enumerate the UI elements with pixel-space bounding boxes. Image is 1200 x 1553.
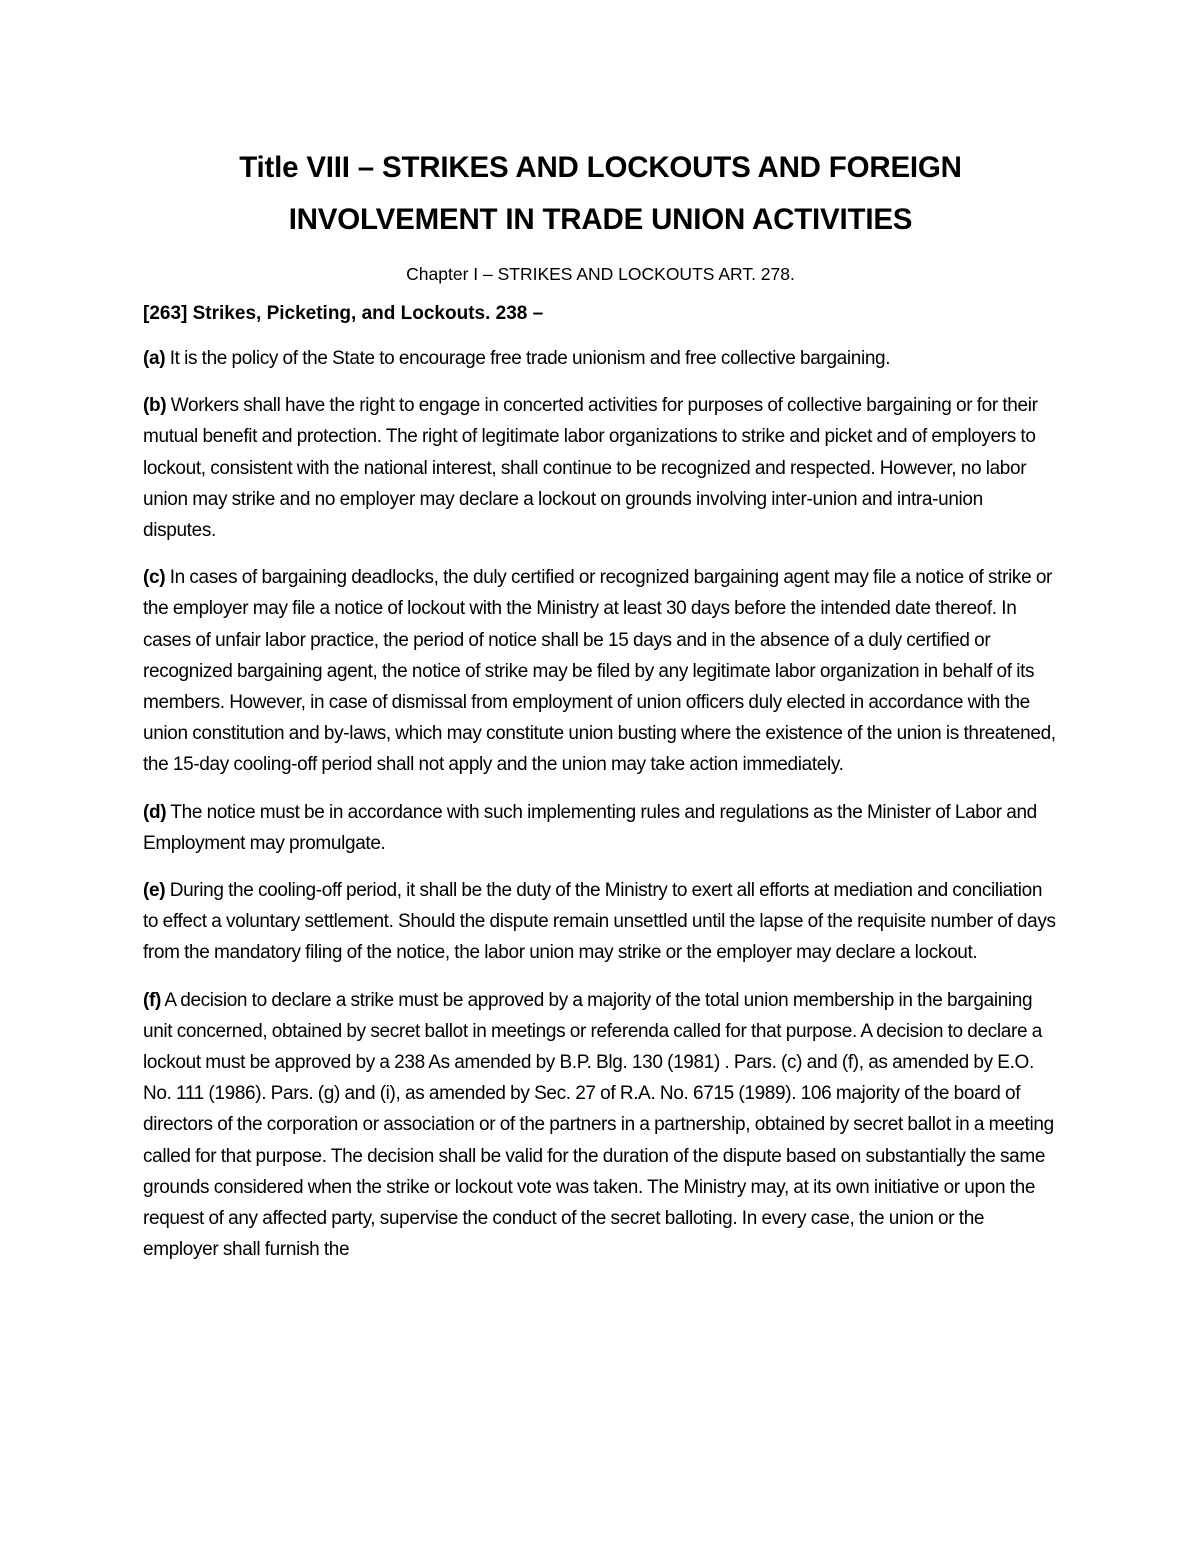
paragraph-marker: (e) [143, 880, 166, 902]
section-heading: [263] Strikes, Picketing, and Lockouts. 238 – [143, 303, 544, 324]
document-title [143, 142, 1058, 246]
paragraph-marker: (d) [143, 801, 167, 823]
document-body [143, 142, 1058, 1265]
chapter-heading: Chapter I – STRIKES AND LOCKOUTS ART. 278. [406, 264, 795, 284]
paragraph-d [143, 797, 1058, 859]
paragraph-e [143, 875, 1058, 969]
paragraph-text: The notice must be in accordance with such implementing rules and regulations as the Minister of Labor and Employment may promulgate. [143, 801, 1037, 854]
paragraph-b [143, 390, 1058, 546]
paragraph-f [143, 985, 1058, 1266]
paragraph-marker: (f) [143, 989, 161, 1011]
paragraph-marker: (b) [143, 395, 167, 417]
paragraph-c [143, 562, 1058, 780]
paragraph-marker: (c) [143, 567, 166, 589]
paragraph-text: In cases of bargaining deadlocks, the duly certified or recognized bargaining agent may file a notice of strike or the employer may file a notice of lockout with the Ministry at least 30 days before the intended date thereof. In cases of unfair labor practice, the period of notice shall be 15 days and in the absence of a duly certified or recognized bargaining agent, the notice of strike may be filed by any legitimate labor organization in behalf of its members. However, in case of dismissal from employment of union officers duly elected in accordance with the union constitution and by-laws, which may constitute union busting where the existence of the union is threatened, the 15-day cooling-off period shall not apply and the union may take action immediately. [143, 567, 1056, 776]
paragraph-text: Workers shall have the right to engage in concerted activities for purposes of collective bargaining or for their mutual benefit and protection. The right of legitimate labor organizations to strike and picket and of employers to lockout, consistent with the national interest, shall continue to be recognized and respected. However, no labor union may strike and no employer may declare a lockout on grounds involving inter-union and intra-union disputes. [143, 395, 1038, 542]
paragraph-marker: (a) [143, 348, 166, 369]
paragraph-a [143, 343, 1058, 374]
paragraph-text: A decision to declare a strike must be approved by a majority of the total union membership in the bargaining unit concerned, obtained by secret ballot in meetings or referenda called for that purpose. A decision to declare a lockout must be approved by a 238 As amended by B.P. Blg. 130 (1981) . Pars. (c) and (f), as amended by E.O. No. 111 (1986). Pars. (g) and (i), as amended by Sec. 27 of R.A. No. 6715 (1989). 106 majority of the board of directors of the corporation or association or of the partners in a partnership, obtained by secret ballot in a meeting called for that purpose. The decision shall be valid for the duration of the dispute based on substantially the same grounds considered when the strike or lockout vote was taken. The Ministry may, at its own initiative or upon the request of any affected party, supervise the conduct of the secret balloting. In every case, the union or the employer shall furnish the [143, 989, 1054, 1261]
paragraph-text: During the cooling-off period, it shall be the duty of the Ministry to exert all efforts at mediation and conciliation to effect a voluntary settlement. Should the dispute remain unsettled until the lapse of the requisite number of days from the mandatory filing of the notice, the labor union may strike or the employer may declare a lockout. [143, 880, 1056, 964]
paragraph-text: It is the policy of the State to encourage free trade unionism and free collective bargaining. [165, 348, 891, 369]
title-line-1: Title VIII – STRIKES AND LOCKOUTS AND FOREIGN [239, 151, 962, 184]
title-line-2: INVOLVEMENT IN TRADE UNION ACTIVITIES [288, 203, 913, 236]
